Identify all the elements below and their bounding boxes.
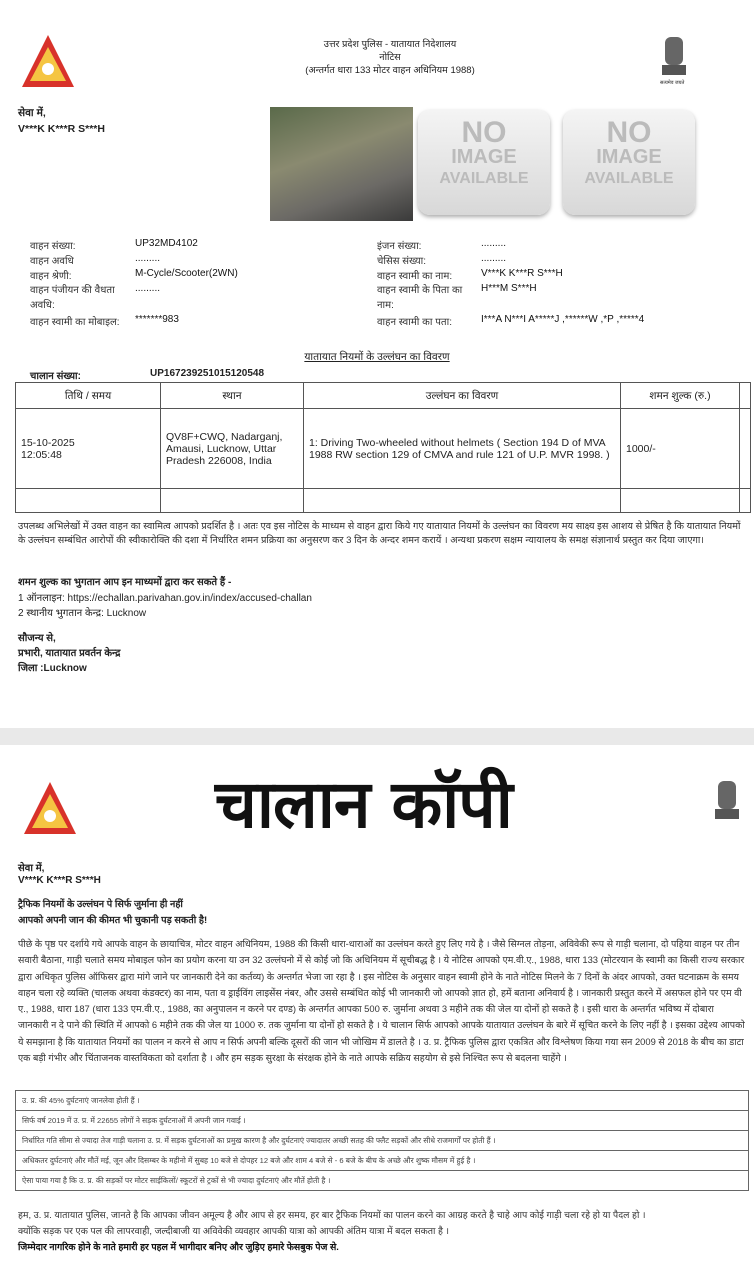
national-emblem-icon bbox=[710, 777, 744, 833]
challan-copy-page bbox=[0, 745, 754, 1280]
header-line1: उत्तर प्रदेश पुलिस - यातायात निदेशालय bbox=[323, 39, 457, 50]
notice-paragraph: उपलब्ध अभिलेखों में उक्त वाहन का स्वामित्व आपको प्रदर्शित है । अतः एव इस नोटिस के माध्यम से वाहन द्वारा किये गए यातायात नियमों के उल्लंघन का विवरण मय साक्ष्य इस आशय से प्रेषित है कि यातायात नियमों के उल्लंघन सम्बंधित आरोपों की स्वीकारोक्ति की दशा में निर्धारित शमन प्रक्रिया का अनुसरण कर 3 दिन के अन्दर शमन करायें । अन्यथा प्रकरण सक्षम न्यायालय के समक्ष संज्ञानार्थ प्रस्तुत कर दिया जाएगा। bbox=[18, 521, 741, 546]
fact-row: सिर्फ वर्ष 2019 में उ. प्र. में 22655 लोगों ने सड़क दुर्घटनाओं में अपनी जान गवाई । bbox=[16, 1111, 749, 1131]
challan-label: चालान संख्या: bbox=[30, 371, 81, 382]
to-label: सेवा में, bbox=[18, 863, 45, 874]
violation-photo[interactable] bbox=[270, 107, 413, 221]
vehicle-details-right: इंजन संख्या: ......... चेसिस संख्या: ......... वाहन स्वामी का नाम: V***K K***R S***H वाहन स्वामी के पिता का नाम: H***M S***H वाहन स्वामी का पता: I***A N***I A*****J ,******W ,*P ,*****4 bbox=[377, 238, 645, 328]
up-police-logo bbox=[20, 33, 76, 89]
payment-local: 2 स्थानीय भुगतान केन्द्र: Lucknow bbox=[18, 608, 147, 619]
col-header: स्थान bbox=[161, 383, 304, 409]
facts-table bbox=[15, 1090, 749, 1191]
no-image-placeholder: NO IMAGE AVAILABLE bbox=[563, 110, 695, 215]
payment-online-link[interactable]: 1 ऑनलाइन: https://echallan.parivahan.gov.in/index/accused-challan bbox=[18, 593, 312, 604]
emblem-caption: सत्यमेव जयते bbox=[660, 80, 685, 86]
challan-copy-title: चालान कॉपी bbox=[215, 766, 512, 843]
headline-2: आपको अपनी जान की कीमत भी चुकानी पड़ सकती है! bbox=[18, 915, 208, 926]
notice-header bbox=[200, 38, 580, 77]
header-line2: नोटिस bbox=[379, 52, 401, 63]
violation-cell: 1: Driving Two-wheeled without helmets ( Section 194 D of MVA 1988 RW section 129 of CMVA and rule 121 of U.P. MVR 1998. ) bbox=[304, 409, 621, 489]
closing-line-3: जिम्मेदार नागरिक होने के नाते हमारी हर पहल में भागीदार बनिए और जुड़िए हमारे फेसबुक पेज से. bbox=[18, 1242, 339, 1252]
vehicle-details-left: वाहन संख्या: UP32MD4102 वाहन अवधि ......... वाहन श्रेणी: M-Cycle/Scooter(2WN) वाहन पंजीयन की वैधता अवधि: ......... वाहन स्वामी का मोबाइल: *******983 bbox=[30, 238, 238, 328]
headline-1: ट्रैफिक नियमों के उल्लंघन पे सिर्फ जुर्माना ही नहीं bbox=[18, 899, 183, 910]
fact-row: अधिकतर दुर्घटनाएं और मौतें मई, जून और दिसम्बर के महीनो में सुबह 10 बजे से दोपहर 12 बजे और शाम 4 बजे से - 6 बजे के बीच के अच्छे और शुष्क मौसम में हुई है । bbox=[16, 1151, 749, 1171]
challan-number: UP167239251015120548 bbox=[150, 368, 264, 379]
table-row bbox=[16, 409, 751, 489]
recipient-name: V***K K***R S***H bbox=[18, 123, 105, 135]
closing-line-1: हम, उ. प्र. यातायात पुलिस, जानते है कि आपका जीवन अमूल्य है और आप से हर समय, हर बार ट्रैफिक नियमों का पालन करने का आग्रह करते है चाहे आप कोई गाड़ी चला रहे हो या पैदल हो । bbox=[18, 1210, 646, 1220]
payment-title: शमन शुल्क का भुगतान आप इन माध्यमों द्वारा कर सकते हैं - bbox=[18, 577, 232, 588]
fact-row: निर्धारित गति सीमा से ज्यादा तेज गाड़ी चलाना उ. प्र. में सड़क दुर्घटनाओं का प्रमुख कारण है और दुर्घटनाएं ज्यादातर अच्छी सतह की फ्लैट सड़कों और सीधे राजमार्गों पर होती हैं । bbox=[16, 1131, 749, 1151]
courtesy: सौजन्य से, bbox=[18, 633, 56, 644]
officer: प्रभारी, यातायात प्रवर्तन केन्द्र bbox=[18, 648, 121, 659]
table-row-empty bbox=[16, 489, 751, 513]
col-header: तिथि / समय bbox=[16, 383, 161, 409]
col-header: शमन शुल्क (रु.) bbox=[621, 383, 740, 409]
col-header-blank bbox=[740, 383, 751, 409]
no-image-placeholder: NO IMAGE AVAILABLE bbox=[418, 110, 550, 215]
date-time-cell: 15-10-2025 12:05:48 bbox=[16, 409, 161, 489]
place-cell: QV8F+CWQ, Nadarganj, Amausi, Lucknow, Uttar Pradesh 226008, India bbox=[161, 409, 304, 489]
to-label: सेवा में, bbox=[18, 107, 46, 119]
copy-paragraph: पीछे के पृष्ठ पर दर्शाये गये आपके वाहन के छायाचित्र, मोटर वाहन अधिनियम, 1988 की किसी धारा-धाराओं का उल्लंघन करते हुए लिए गये है । जैसे सिग्नल तोड़ना, अविवेकी रूप से गाड़ी चलाना, दो पहिया वाहन पर तीन सवारी बैठाना, गाड़ी चलाते समय मोबाइल फोन का प्रयोग करना या उन 32 उल्लंघनो में से कोई जो कि अधिनियम में सूचीबद्ध है । ये नोटिस आपको एम.वी.ए., 1988, धारा 133 (मोटरयान के स्वामी का किसी राज्य सरकार द्वारा अधिकृत पुलिस ऑफिसर द्वारा मांगे जाने पर जानकारी देने का कर्तव्य) के अन्तर्गत भेजा जा रहा है । इस नोटिस के अनुसार वाहन स्वामी होने के नाते नोटिस मिलने के 7 दिनों के अंदर आपको, उक्त घटनाक्रम के समय वाहन चला रहे व्यक्ति (चालक अथवा कंडक्टर) का नाम, पता व ड्राईविंग लाइसेंस नंबर, और उससे सम्बंधित कोई भी जानकारी जो आपको ज्ञात हो, हमें बताना अनिवार्य है । जानकारी प्रस्तुत करने में असफल होने पर एम वी ए., 1988, धारा 187 (धारा 133 एम.वी.ए., 1988, का अनुपालन न करने पर दण्ड) के अन्तर्गत आपका 500 रु. जुर्माना अथवा 3 महीने तक की जेल या दोनों हो सकते है । इसी धारा के अन्तर्गत भविष्य में दोबारा जानकारी न दे पाने की स्थिति में आपको 6 महीने तक की जेल या 1000 रु. तक जुर्माना या दोनों हो सकते है । ये चालान सिर्फ आपको आपके यातायात उल्लंघन के बारे में सूचित करने के लिए नहीं है । इसका उद्देश्य आपको ये समझाना है कि यातायात नियमों का पालन न करने से आप न सिर्फ अपनी बल्कि दूसरों की जान भी जोखिम में डालते है । उ. प्र. ट्रैफिक पुलिस द्वारा एकत्रित और विश्लेषण किया गया सन 2009 से 2018 के बीच का डाटा एक बड़ी गंभीर और चिंताजनक वास्तविकता को दर्शाता है । और हम सड़क सुरक्षा के संरक्षक होने के नाते आपके सक्रिय सहयोग से इसे निश्चित रूप से बदलना चाहेंगे । bbox=[18, 938, 745, 1064]
violation-table bbox=[15, 382, 751, 513]
recipient-name: V***K K***R S***H bbox=[18, 875, 101, 886]
header-line3: (अन्तर्गत धारा 133 मोटर वाहन अधिनियम 1988) bbox=[305, 65, 475, 76]
closing-text bbox=[18, 1207, 748, 1255]
section-title: यातायात नियमों के उल्लंघन का विवरण bbox=[304, 351, 450, 363]
col-header: उल्लंघन का विवरण bbox=[304, 383, 621, 409]
district: जिला :Lucknow bbox=[18, 663, 87, 674]
closing-line-2: क्योंकि सड़क पर एक पल की लापरवाही, जल्दीबाजी या अविवेकी व्यवहार आपकी यात्रा को आपकी अंतिम यात्रा में बदल सकता है । bbox=[18, 1226, 450, 1236]
fine-cell: 1000/- bbox=[621, 409, 740, 489]
up-police-logo bbox=[22, 780, 78, 836]
fact-row: उ. प्र. की 45% दुर्घटनाएं जानलेवा होती हैं । bbox=[16, 1091, 749, 1111]
fact-row: ऐसा पाया गया है कि उ. प्र. की सड़कों पर मोटर साईकिलों/ स्कूटरों से ट्रकों से भी ज्यादा दुर्घटनाएं और मौतें होती है । bbox=[16, 1171, 749, 1191]
